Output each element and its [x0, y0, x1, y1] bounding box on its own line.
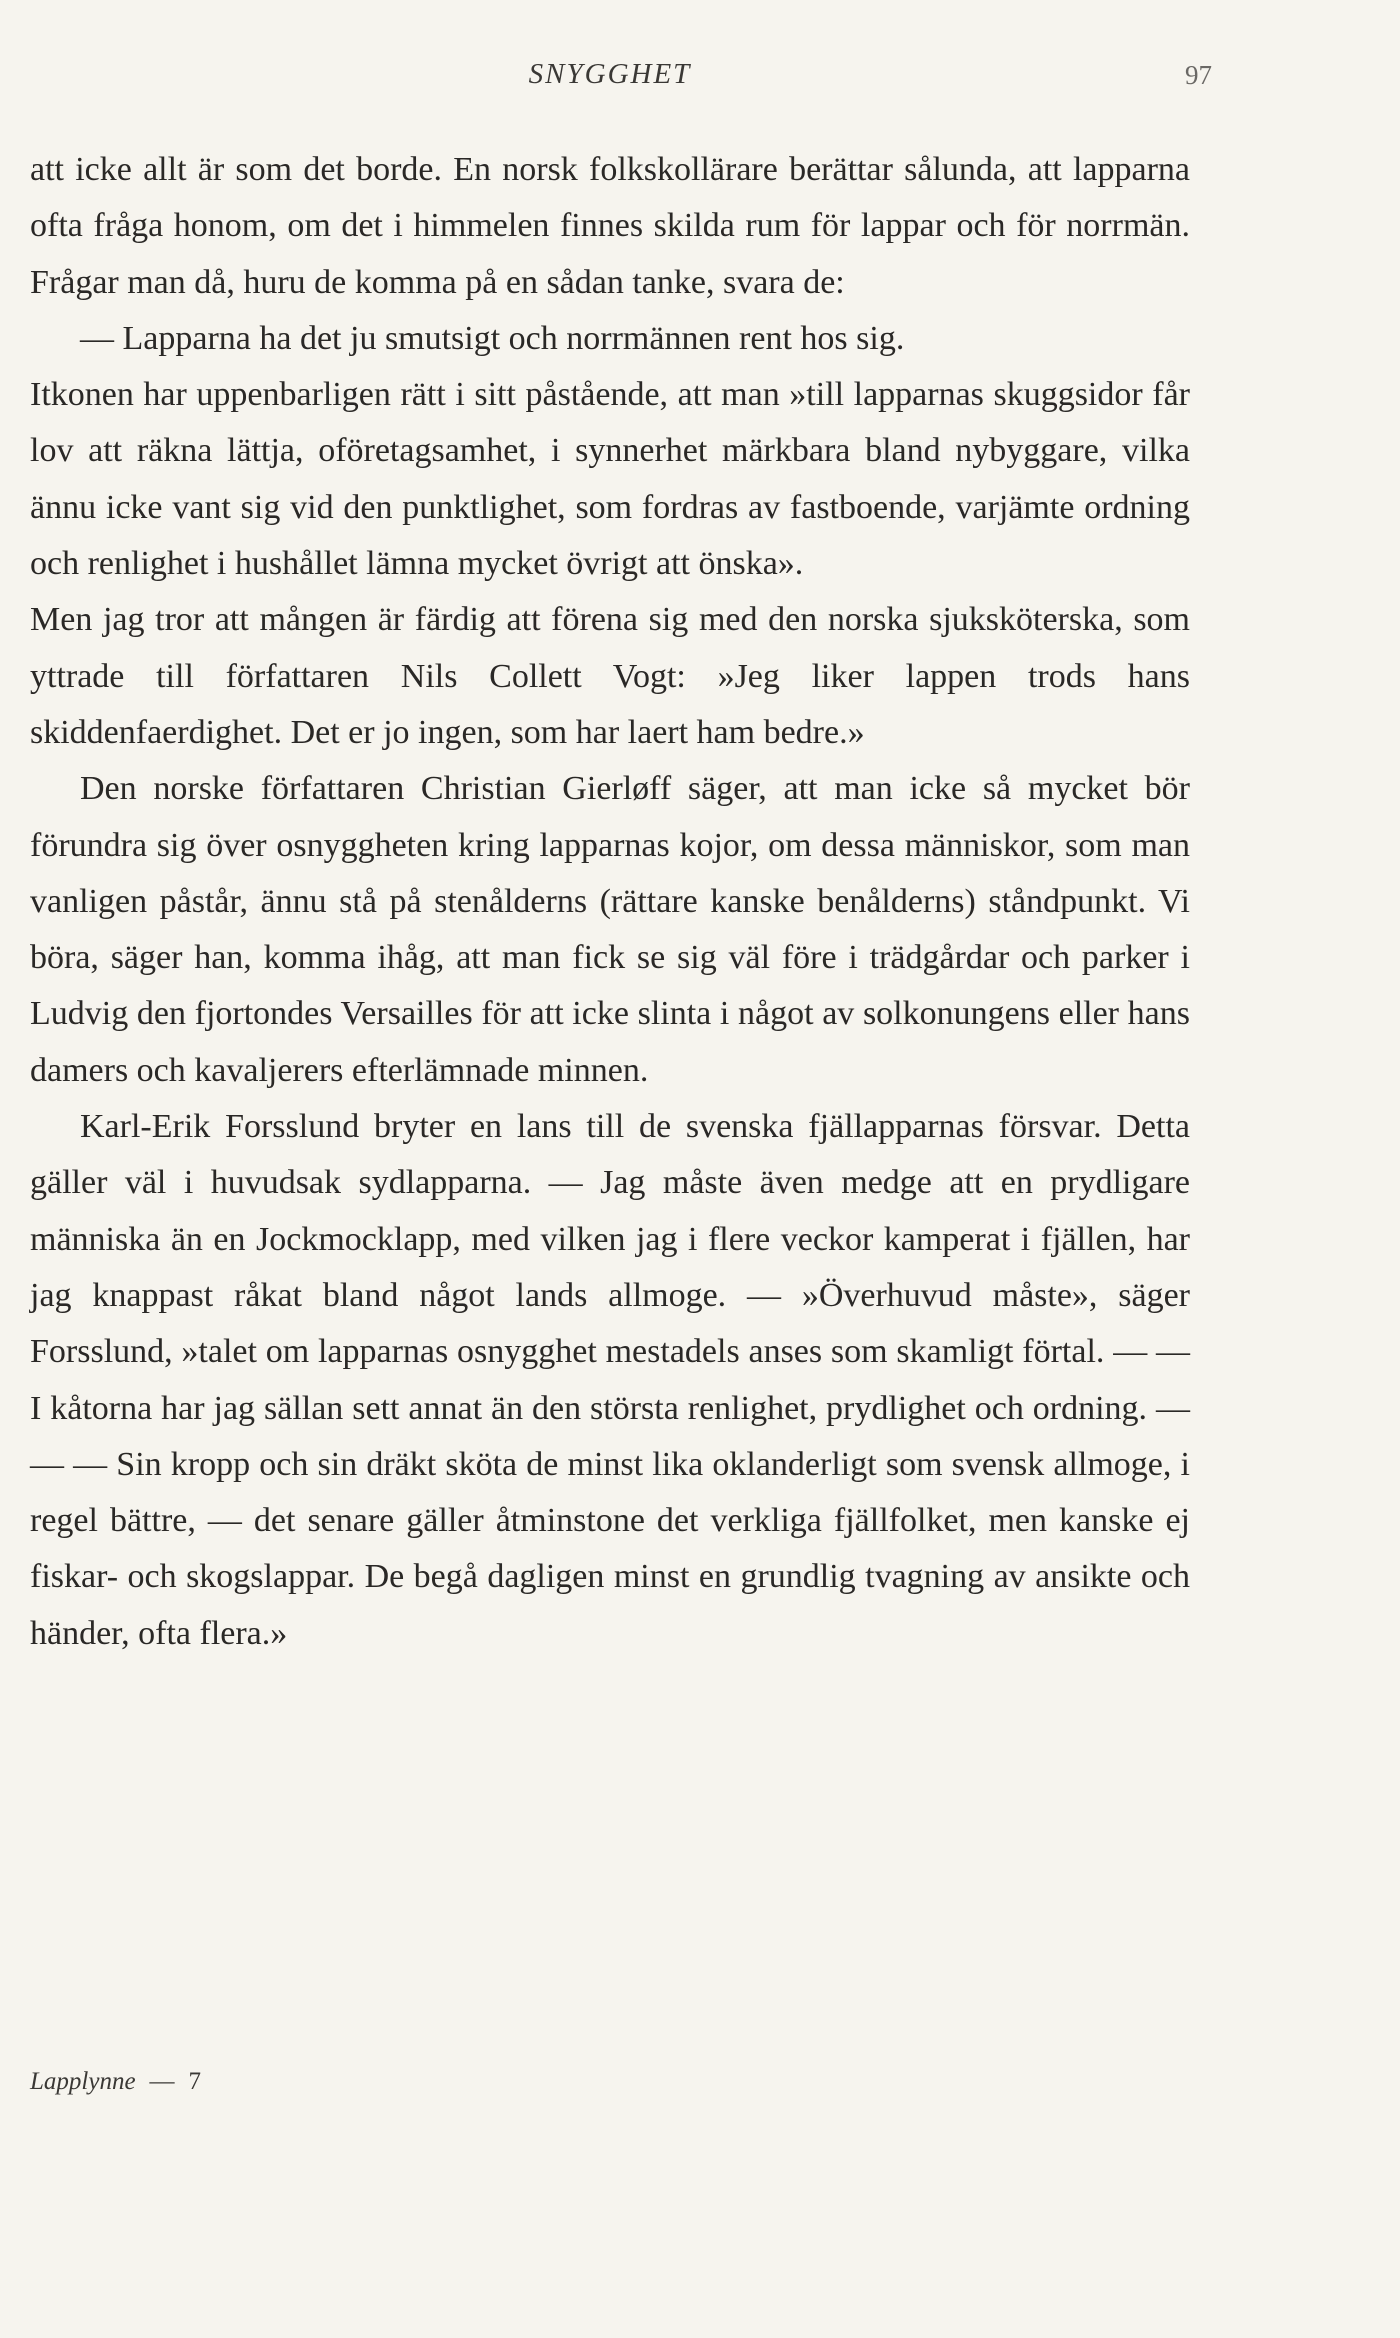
- body-text: [30, 142, 1190, 1662]
- paragraph-5: Den norske författaren Christian Gierløff säger, att man icke så mycket bör förundra sig över osnyggheten kring lapparnas kojor, om dessa människor, som man vanligen påstår, ännu stå på stenålderns (rättare kanske benålderns) ståndpunkt. Vi böra, säger han, komma ihåg, att man fick se sig väl före i trädgårdar och parker i Ludvig den fjortondes Versailles för att icke slinta i något av solkonungens eller hans damers och kavaljerers efterlämnade minnen.: [30, 770, 1190, 1089]
- paragraph-6: Karl-Erik Forsslund bryter en lans till de svenska fjällapparnas försvar. Detta gäller väl i huvudsak sydlapparna. — Jag måste även medge att en prydligare människa än en Jockmocklapp, med vilken jag i flere veckor kamperat i fjällen, har jag knappast råkat bland något lands allmoge. — »Överhuvud måste», säger Forsslund, »talet om lapparnas osnygghet mestadels anses som skamligt förtal. — — I kåtorna har jag sällan sett annat än den största renlighet, prydlighet och ordning. — — — Sin kropp och sin dräkt sköta de minst lika oklanderligt som svensk allmoge, i regel bättre, — det senare gäller åtminstone det verkliga fjällfolket, men kanske ej fiskar- och skogslappar. De begå dagligen minst en grundlig tvagning av ansikte och händer, ofta flera.»: [30, 1108, 1190, 1652]
- running-head: [30, 58, 1212, 98]
- signature-book-title: Lapplynne: [30, 2068, 136, 2095]
- paragraph-1: att icke allt är som det borde. En norsk folkskollärare berättar sålunda, att lapparna ofta fråga honom, om det i himmelen finnes skilda rum för lappar och för norrmän. Frågar man då, huru de komma på en sådan tanke, svara de:: [30, 151, 1190, 301]
- signature-separator: —: [149, 2068, 175, 2095]
- running-title: SNYGGHET: [528, 58, 692, 90]
- paragraph-2: — Lapparna ha det ju smutsigt och norrmännen rent hos sig.: [80, 319, 905, 357]
- printer-signature: [30, 2068, 201, 2096]
- page-number: 97: [1185, 60, 1212, 90]
- paragraph-4: Men jag tror att mången är färdig att förena sig med den norska sjuksköterska, som yttrade till författaren Nils Collett Vogt: »Jeg liker lappen trods hans skiddenfaerdighet. Det er jo ingen, som har laert ham bedre.»: [30, 601, 1190, 751]
- signature-number: 7: [188, 2068, 202, 2095]
- paragraph-3: Itkonen har uppenbarligen rätt i sitt påstående, att man »till lapparnas skuggsidor får lov att räkna lättja, oföretagsamhet, i synnerhet märkbara bland nybyggare, vilka ännu icke vant sig vid den punktlighet, som fordras av fastboende, varjämte ordning och renlighet i hushållet lämna mycket övrigt att önska».: [30, 376, 1190, 583]
